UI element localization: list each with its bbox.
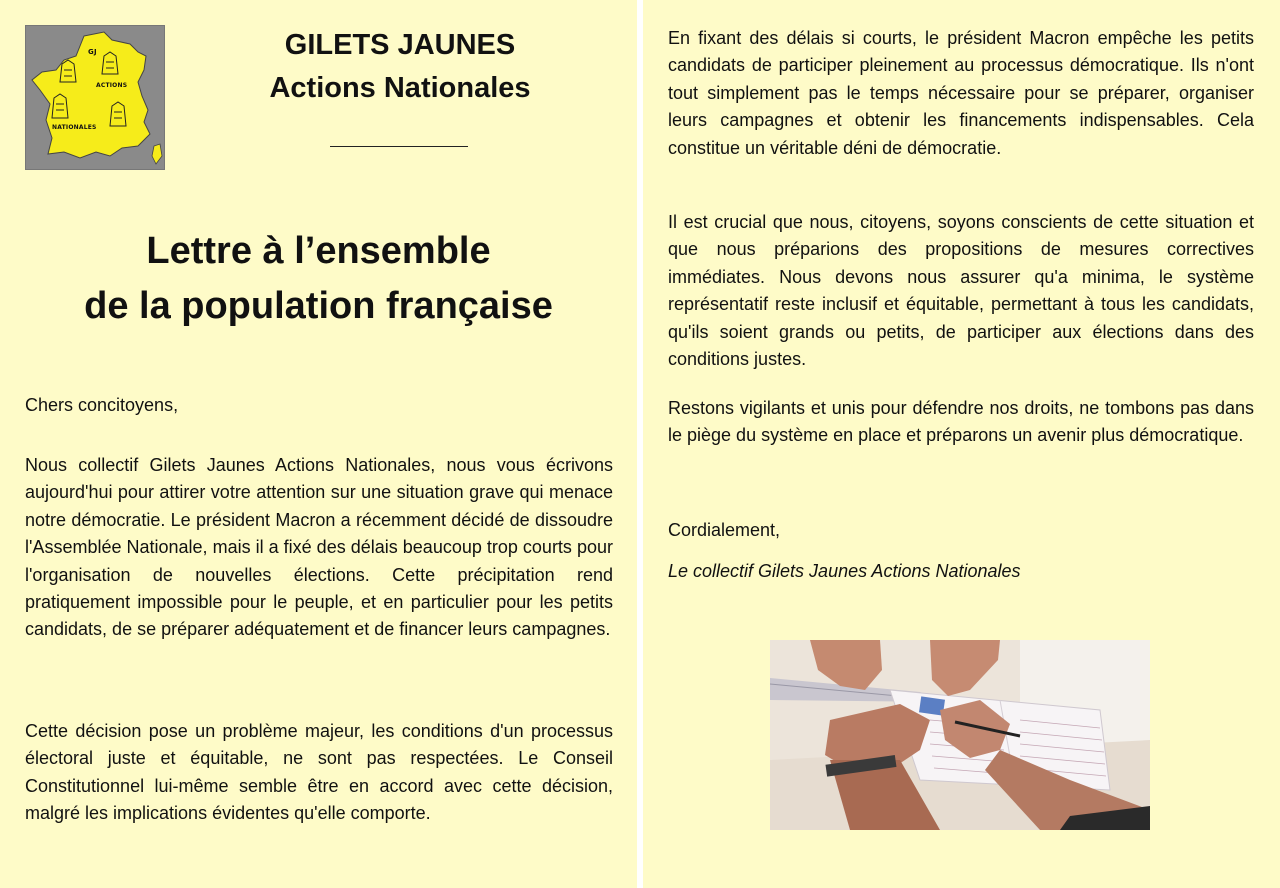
header-title-line2: Actions Nationales [269, 72, 531, 104]
left-page [0, 0, 637, 888]
header-title-line1: GILETS JAUNES [284, 29, 516, 61]
hands-signing-register-image [770, 640, 1150, 830]
title-divider [330, 146, 468, 147]
logo-nationales-text: NATIONALES [52, 124, 97, 131]
left-paragraph-2: Cette décision pose un problème majeur, les conditions d'un processus électoral juste et équitable, ne sont pas respectées. Le Conseil Constitutionnel lui-même semble être en accord avec cette décision, malgré les implications évidentes qu'elle comporte. [25, 721, 613, 824]
letter-title-line1: Lettre à l’ensemble [146, 230, 491, 272]
voting-photo [770, 640, 1150, 830]
logo-gj-text: GJ [88, 48, 97, 56]
right-paragraph-3: Restons vigilants et unis pour défendre nos droits, ne tombons pas dans le piège du système en place et préparons un avenir plus démocratique. [668, 398, 1254, 446]
gilets-jaunes-logo [25, 25, 165, 170]
salutation: Chers concitoyens, [25, 395, 179, 415]
closing: Cordialement, [668, 520, 781, 540]
right-paragraph-1: En fixant des délais si courts, le président Macron empêche les petits candidats de participer pleinement au processus démocratique. Ils n'ont tout simplement pas le temps nécessaire pour se préparer, organiser leurs campagnes et obtenir les financements indispensables. Cela constitue un véritable déni de démocratie. [668, 28, 1254, 158]
left-paragraph-1: Nous collectif Gilets Jaunes Actions Nationales, nous vous écrivons aujourd'hui pour attirer votre attention sur une situation grave qui menace notre démocratie. Le président Macron a récemment décidé de dissoudre l'Assemblée Nationale, mais il a fixé des délais beaucoup trop courts pour l'organisation de nouvelles élections. Cette précipitation rend pratiquement impossible pour le peuple, et en particulier pour les petits candidats, de se préparer adéquatement et de financer leurs campagnes. [25, 455, 613, 640]
logo-actions-text: ACTIONS [96, 82, 128, 89]
right-paragraph-2: Il est crucial que nous, citoyens, soyons conscients de cette situation et que nous préparions des propositions de mesures correctives immédiates. Nous devons nous assurer qu'a minima, le système représentatif reste inclusif et équitable, permettant à tous les candidats, qu'ils soient grands ou petits, de participer aux élections dans des conditions justes. [668, 212, 1254, 370]
letter-title-line2: de la population française [84, 285, 553, 327]
signature: Le collectif Gilets Jaunes Actions Nationales [668, 561, 1021, 581]
